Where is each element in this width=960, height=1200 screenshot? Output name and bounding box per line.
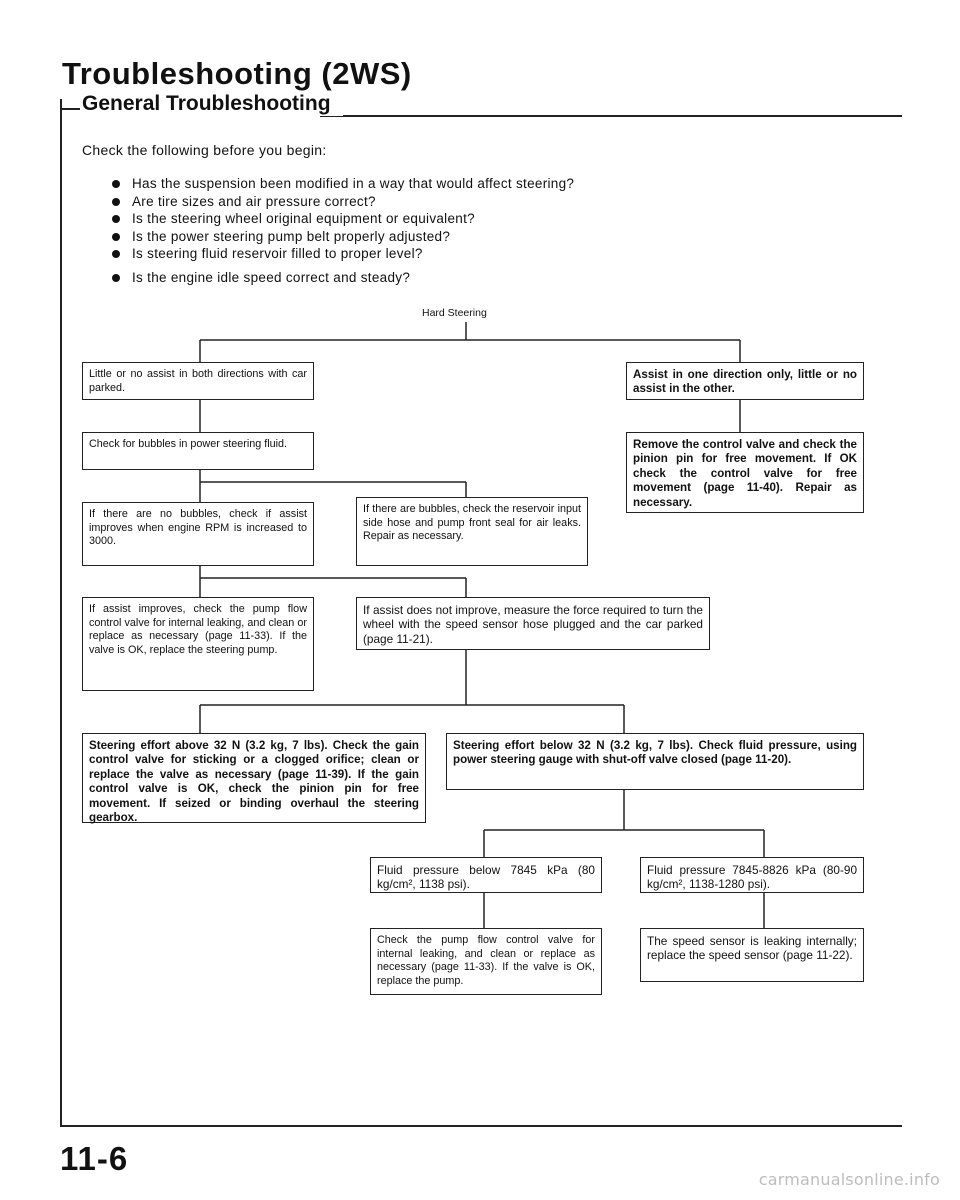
page-number: 11-6	[60, 1140, 129, 1177]
list-item: Is the power steering pump belt properly adjusted?	[110, 228, 574, 246]
remove-valve-box: Remove the control valve and check the pinion pin for free movement. If OK check the control valve for free movement (page 11-40). Repair as necessary.	[626, 432, 864, 513]
bubbles-box: If there are bubbles, check the reservoir input side hose and pump front seal for air leaks. Repair as necessary.	[356, 497, 588, 566]
watermark: carmanualsonline.info	[758, 1170, 940, 1189]
speed-sensor-box: The speed sensor is leaking internally; replace the speed sensor (page 11-22).	[640, 928, 864, 982]
list-item: Are tire sizes and air pressure correct?	[110, 193, 574, 211]
no-bubbles-box: If there are no bubbles, check if assist improves when engine RPM is increased to 3000.	[82, 502, 314, 566]
pressure-range-box: Fluid pressure 7845-8826 kPa (80-90 kg/cm², 1138-1280 psi).	[640, 857, 864, 893]
section-title: General Troubleshooting	[82, 92, 343, 116]
little-assist-box: Little or no assist in both directions with car parked.	[82, 362, 314, 400]
assist-not-improve-box: If assist does not improve, measure the force required to turn the wheel with the speed sensor hose plugged and the car parked (page 11-21).	[356, 597, 710, 650]
one-direction-box: Assist in one direction only, little or no assist in the other.	[626, 362, 864, 400]
intro-text: Check the following before you begin:	[82, 142, 327, 158]
list-item: Has the suspension been modified in a way that would affect steering?	[110, 175, 574, 193]
check-bubbles-box: Check for bubbles in power steering fluid.	[82, 432, 314, 470]
assist-improves-box: If assist improves, check the pump flow control valve for internal leaking, and clean or replace as necessary (page 11-33). If the valve is OK, replace the steering pump.	[82, 597, 314, 691]
effort-above-box: Steering effort above 32 N (3.2 kg, 7 lbs). Check the gain control valve for sticking or a clogged orifice; clean or replace the valve as necessary (page 11-39). If the gain control valve is OK, check the pinion pin for free movement. If seized or binding overhaul the steering gearbox.	[82, 733, 426, 823]
effort-below-box: Steering effort below 32 N (3.2 kg, 7 lbs). Check fluid pressure, using power steering gauge with shut-off valve closed (page 11-20).	[446, 733, 864, 790]
root-label: Hard Steering	[422, 307, 487, 319]
list-item: Is the steering wheel original equipment or equivalent?	[110, 210, 574, 228]
list-item: Is steering fluid reservoir filled to proper level?	[110, 245, 574, 263]
list-item: Is the engine idle speed correct and steady?	[110, 269, 574, 287]
page-title: Troubleshooting (2WS)	[62, 56, 412, 91]
check-pump-valve-box: Check the pump flow control valve for internal leaking, and clean or replace as necessary (page 11-33). If the valve is OK, replace the pump.	[370, 928, 602, 995]
pressure-below-box: Fluid pressure below 7845 kPa (80 kg/cm², 1138 psi).	[370, 857, 602, 893]
